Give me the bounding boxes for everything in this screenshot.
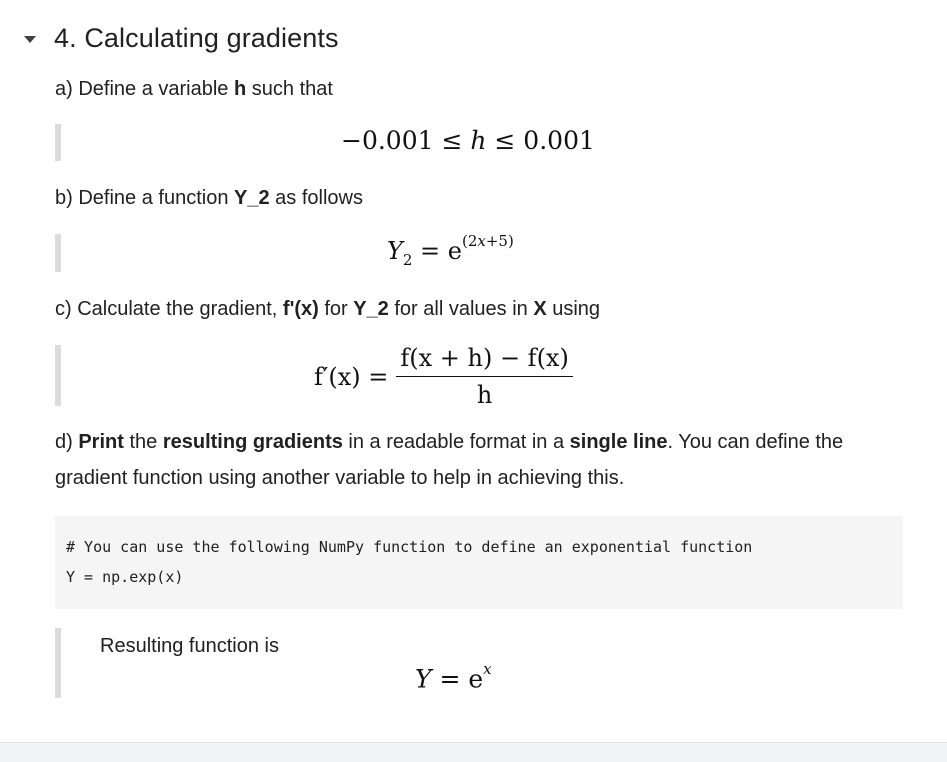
math-a-rhs: ≤ 0.001	[486, 126, 595, 155]
part-b-text	[55, 180, 363, 216]
part-b-prefix: b) Define a function	[55, 187, 234, 209]
next-cell-edge	[0, 742, 947, 762]
code-cell[interactable]	[55, 516, 903, 609]
code-line-comment: # You can use the following NumPy function to define an exponential function	[66, 538, 753, 556]
math-fraction	[396, 344, 572, 409]
quote-bar-b	[55, 234, 61, 272]
part-d-line2: gradient function using another variable to help in achieving this.	[55, 467, 625, 489]
collapse-caret-icon[interactable]	[24, 36, 36, 43]
part-a-text	[55, 71, 333, 107]
part-c-suffix: using	[546, 298, 601, 320]
part-d-bold-single-line: single line	[569, 431, 668, 453]
part-c-bold-x: X	[533, 298, 547, 320]
part-b-bold: Y_2	[234, 187, 270, 209]
math-result-function	[415, 660, 492, 694]
part-a-bold: h	[233, 78, 247, 100]
section-title: 4. Calculating gradients	[54, 22, 339, 53]
math-h-range	[341, 126, 595, 155]
result-label: Resulting function is	[100, 635, 279, 657]
quote-bar-result	[55, 628, 61, 698]
math-y2-definition	[387, 232, 514, 269]
quote-bar-a	[55, 124, 61, 161]
part-d-bold-print: Print	[78, 431, 124, 453]
part-d-bold-gradients: resulting gradients	[162, 431, 343, 453]
part-c-prefix: c) Calculate the gradient,	[55, 298, 283, 320]
math-b-y: Y	[387, 237, 403, 265]
math-b-exp-close: +5)	[485, 232, 514, 250]
math-r-exp: x	[483, 660, 492, 678]
math-b-exp-open: (2	[461, 232, 478, 250]
code-line-exp: Y = np.exp(x)	[66, 568, 184, 586]
math-c-denominator: h	[476, 381, 493, 409]
part-c-bold-y2: Y_2	[353, 298, 389, 320]
part-d-text	[55, 424, 843, 460]
math-b-eq: = e	[412, 237, 462, 265]
math-c-numerator: f(x + h) − f(x)	[396, 344, 572, 377]
part-d-t3: . You can define the	[667, 431, 844, 453]
part-b-suffix: as follows	[269, 187, 363, 209]
part-d-t1: the	[123, 431, 163, 453]
part-d-prefix: d)	[55, 431, 79, 453]
part-c-bold-fx: f'(x)	[282, 298, 319, 320]
math-a-lhs: −0.001 ≤	[341, 126, 471, 155]
part-c-middle: for	[318, 298, 354, 320]
math-a-var: h	[470, 126, 487, 155]
math-gradient-formula	[314, 344, 573, 409]
part-d-t2: in a readable format in a	[342, 431, 570, 453]
part-a-prefix: a) Define a variable	[55, 78, 234, 100]
math-c-lhs: f′(x) =	[314, 362, 389, 391]
quote-bar-c	[55, 345, 61, 406]
part-c-text	[55, 291, 600, 327]
math-b-exp-var: x	[477, 232, 486, 250]
math-b-sub: 2	[402, 250, 413, 269]
part-a-suffix: such that	[246, 78, 333, 100]
math-r-y: Y	[415, 664, 432, 694]
math-r-eq: = e	[431, 664, 484, 694]
section-heading[interactable]	[24, 18, 339, 58]
part-c-middle2: for all values in	[388, 298, 534, 320]
